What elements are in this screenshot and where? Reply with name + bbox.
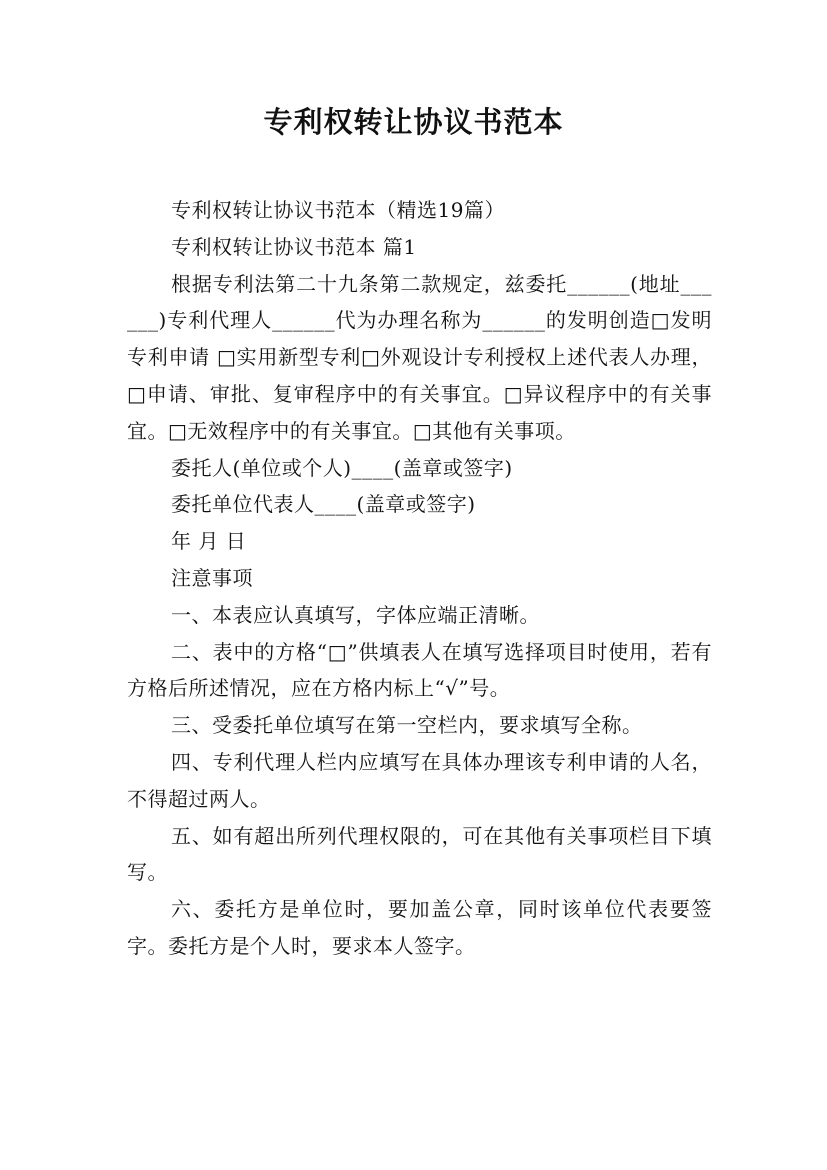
paragraph-note-5: 五、如有超出所列代理权限的，可在其他有关事项栏目下填写。 — [127, 823, 712, 885]
paragraph-representative-signature: 委托单位代表人____(盖章或签字) — [171, 492, 476, 517]
document-title: 专利权转让协议书范本 — [263, 105, 564, 139]
paragraph-note-2: 二、表中的方格“□”供填表人在填写选择项目时使用，若有方格后所述情况，应在方格内标上“√”号。 — [127, 639, 712, 701]
paragraph-section-heading: 专利权转让协议书范本 篇1 — [171, 234, 417, 259]
paragraph-note-1: 一、本表应认真填写，字体应端正清晰。 — [171, 602, 540, 627]
paragraph-authorization: 根据专利法第二十九条第二款规定，兹委托______(地址______)专利代理人______代为办理名称为______的发明创造□发明专利申请 □实用新型专利□外观设计专利授权上述代表人办理，□申请、审批、复审程序中的有关事宜。□异议程序中的有关事宜。□无效程序中的有关事宜。□其他有关事项。 — [127, 271, 712, 443]
paragraph-date: 年 月 日 — [171, 529, 247, 554]
paragraph-notes-heading: 注意事项 — [171, 565, 253, 590]
paragraph-note-6: 六、委托方是单位时，要加盖公章，同时该单位代表要签字。委托方是个人时，要求本人签字。 — [127, 897, 712, 958]
paragraph-note-4: 四、专利代理人栏内应填写在具体办理该专利申请的人名，不得超过两人。 — [127, 749, 712, 811]
paragraph-subtitle: 专利权转让协议书范本（精选19篇） — [171, 198, 505, 222]
paragraph-principal-signature: 委托人(单位或个人)____(盖章或签字) — [171, 455, 513, 480]
document-body — [127, 192, 712, 965]
paragraph-note-3: 三、受委托单位填写在第一空栏内，要求填写全称。 — [171, 713, 643, 738]
